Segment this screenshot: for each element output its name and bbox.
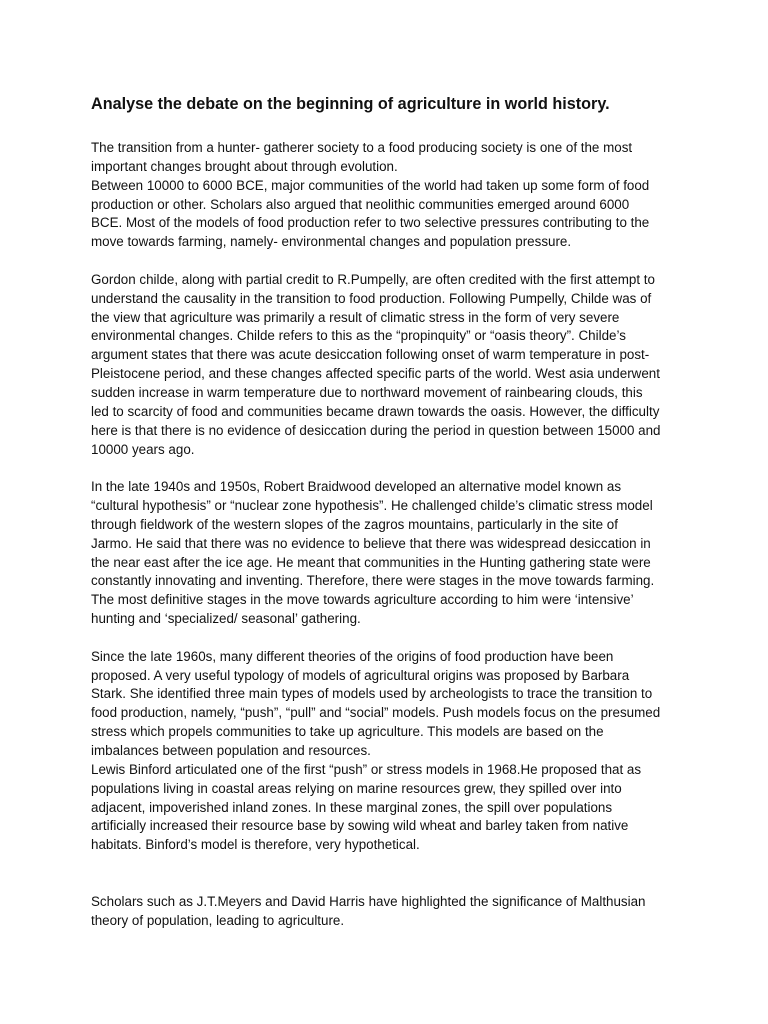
text-line: the near east after the ice age. He meant that communities in the Hunting gathering state were (91, 554, 651, 570)
paragraph-malthusian (91, 893, 691, 931)
paragraph-intro (91, 139, 691, 177)
text-line: through fieldwork of the western slopes of the zagros mountains, particularly in the site of (91, 516, 618, 532)
text-line: “cultural hypothesis” or “nuclear zone hypothesis”. He challenged childe’s climatic stress model (91, 498, 653, 514)
text-line: led to scarcity of food and communities became drawn towards the oasis. However, the difficulty (91, 403, 660, 419)
text-line: sudden increase in warm temperature due to northward movement of rainbearing clouds, this (91, 384, 643, 400)
text-line: the view that agriculture was primarily a result of climatic stress in the form of very severe (91, 309, 620, 325)
text-line: The most definitive stages in the move towards agriculture according to him were ‘intensive’ (91, 592, 634, 608)
text-line: populations living in coastal areas relying on marine resources grew, they spilled over into (91, 780, 622, 796)
text-line: Jarmo. He said that there was no evidence to believe that there was widespread desiccation in (91, 535, 651, 551)
paragraph-stark (91, 648, 691, 761)
paragraph-spacer (91, 629, 691, 648)
text-line: move towards farming, namely- environmental changes and population pressure. (91, 234, 572, 250)
text-line: important changes brought about through evolution. (91, 158, 398, 174)
text-line: BCE. Most of the models of food production refer to two selective pressures contributing to the (91, 215, 650, 231)
text-line: habitats. Binford’s model is therefore, very hypothetical. (91, 837, 420, 853)
text-line: In the late 1940s and 1950s, Robert Braidwood developed an alternative model known as (91, 479, 622, 495)
text-line: Between 10000 to 6000 BCE, major communities of the world had taken up some form of food (91, 177, 650, 193)
text-line: environmental changes. Childe refers to this as the “propinquity” or “oasis theory”. Childe’s (91, 328, 626, 344)
text-line: Gordon childe, along with partial credit to R.Pumpelly, are often credited with the first attempt to (91, 271, 655, 287)
text-line: imbalances between population and resources. (91, 743, 371, 758)
text-line: Since the late 1960s, many different theories of the origins of food production have been (91, 648, 614, 664)
text-line: theory of population, leading to agriculture. (91, 912, 345, 928)
document-body (91, 139, 691, 930)
text-line: Lewis Binford articulated one of the first “push” or stress models in 1968.He proposed that as (91, 761, 642, 777)
text-line: food production, namely, “push”, “pull” and “social” models. Push models focus on the presumed (91, 705, 661, 721)
text-line: stress which propels communities to take up agriculture. This models are based on the (91, 724, 604, 740)
text-line: understand the causality in the transition to food production. Following Pumpelly, Childe was of (91, 290, 652, 306)
text-line: 10000 years ago. (91, 441, 195, 457)
text-line: adjacent, impoverished inland zones. In these marginal zones, the spill over populations (91, 799, 613, 815)
text-line: The transition from a hunter- gatherer society to a food producing society is one of the most (91, 140, 633, 155)
paragraph-braidwood (91, 478, 691, 629)
text-line: artificially increased their resource base by sowing wild wheat and barley taken from native (91, 818, 629, 834)
text-line: production or other. Scholars also argued that neolithic communities emerged around 6000 (91, 196, 630, 212)
paragraph-spacer (91, 252, 691, 271)
text-line: argument states that there was acute desiccation following onset of warm temperature in post- (91, 347, 650, 363)
document-title: Analyse the debate on the beginning of agriculture in world history. (91, 95, 610, 113)
paragraph-timeline (91, 177, 691, 252)
text-line: constantly innovating and inventing. Therefore, there were stages in the move towards farming. (91, 573, 655, 589)
text-line: Scholars such as J.T.Meyers and David Harris have highlighted the significance of Malthusian (91, 893, 646, 909)
paragraph-spacer (91, 459, 691, 478)
text-line: proposed. A very useful typology of models of agricultural origins was proposed by Barbara (91, 667, 630, 683)
paragraph-binford (91, 761, 691, 855)
paragraph-childe (91, 271, 691, 459)
text-line: here is that there is no evidence of desiccation during the period in question between 15000 and (91, 422, 661, 438)
text-line: Pleistocene period, and these changes affected specific parts of the world. West asia underwent (91, 366, 660, 382)
paragraph-spacer (91, 855, 691, 893)
text-line: Stark. She identified three main types of models used by archeologists to trace the transition to (91, 686, 653, 702)
text-line: hunting and ‘specialized/ seasonal’ gathering. (91, 611, 361, 627)
